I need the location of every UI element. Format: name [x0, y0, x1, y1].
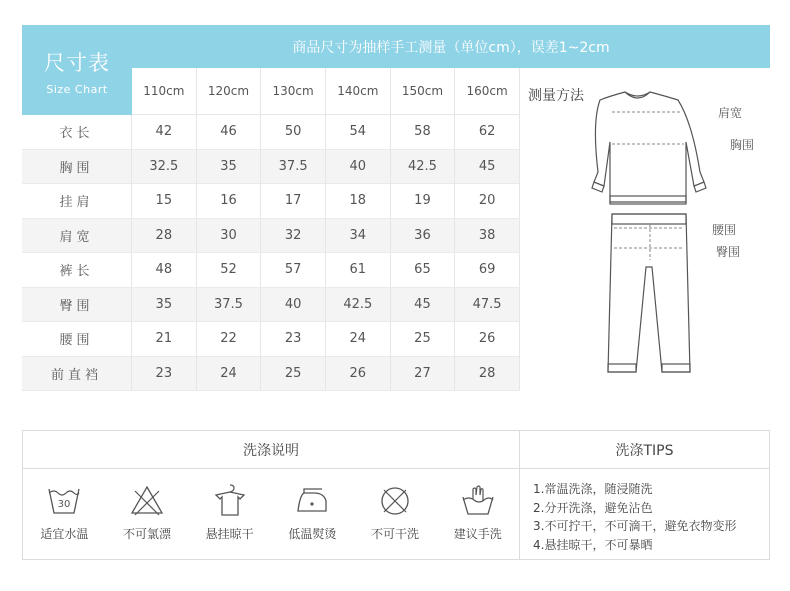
tip-line: 3.不可拧干，不可滴干，避免衣物变形	[533, 519, 737, 533]
measurement-note: 商品尺寸为抽样手工测量（单位cm），误差1~2cm	[132, 25, 770, 68]
table-cell: 34	[326, 219, 391, 253]
washing-instructions	[22, 430, 770, 560]
tip-line: 4.悬挂晾干，不可暴晒	[533, 537, 653, 552]
care-item	[271, 469, 354, 559]
table-cell: 26	[326, 357, 391, 391]
care-item	[23, 469, 106, 559]
washing-tips	[533, 480, 736, 554]
measure-label-waist: 腰围	[712, 223, 737, 237]
measure-label-chest: 胸围	[730, 138, 755, 152]
table-cell: 52	[197, 253, 262, 287]
table-row	[22, 150, 520, 185]
table-row	[22, 253, 520, 288]
table-cell: 19	[391, 184, 456, 218]
care-label: 低温熨烫	[288, 527, 337, 541]
size-column-header: 150cm	[391, 68, 456, 115]
row-label: 臀围	[22, 288, 132, 322]
table-row	[22, 357, 520, 392]
table-cell: 46	[197, 115, 262, 149]
table-cell: 42.5	[391, 150, 456, 184]
svg-text:30: 30	[57, 499, 71, 510]
table-cell: 26	[455, 322, 520, 356]
table-cell: 18	[326, 184, 391, 218]
table-cell: 69	[455, 253, 520, 287]
table-cell: 28	[132, 219, 197, 253]
row-label: 腰围	[22, 322, 132, 356]
table-cell: 38	[455, 219, 520, 253]
table-row	[22, 219, 520, 254]
care-label: 悬挂晾干	[205, 527, 254, 541]
table-cell: 20	[455, 184, 520, 218]
washing-title: 洗涤说明	[23, 431, 520, 468]
washing-tips-title: 洗涤TIPS	[615, 442, 674, 459]
row-label: 挂肩	[22, 184, 132, 218]
washing-icons	[23, 469, 520, 559]
size-chart-title-en: Size Chart	[46, 83, 108, 96]
table-row	[22, 115, 520, 150]
table-cell: 42.5	[326, 288, 391, 322]
table-cell: 21	[132, 322, 197, 356]
table-cell: 54	[326, 115, 391, 149]
tip-line: 1.常温洗涤，随浸随洗	[533, 482, 653, 496]
row-label: 裤长	[22, 253, 132, 287]
table-cell: 45	[455, 150, 520, 184]
care-label: 不可氯漂	[123, 527, 172, 541]
table-cell: 28	[455, 357, 520, 391]
size-column-header: 130cm	[261, 68, 326, 115]
row-label: 肩宽	[22, 219, 132, 253]
hand-wash-icon	[460, 483, 496, 517]
garment-diagram	[570, 82, 730, 392]
size-column-header: 160cm	[455, 68, 520, 115]
tip-line: 2.分开洗涤，避免沾色	[533, 500, 653, 515]
table-cell: 57	[261, 253, 326, 287]
table-cell: 25	[261, 357, 326, 391]
measure-method-title: 测量方法	[528, 88, 584, 104]
hang-dry-icon	[212, 483, 248, 517]
table-cell: 61	[326, 253, 391, 287]
table-cell: 58	[391, 115, 456, 149]
measure-label-hip: 臀围	[716, 245, 741, 259]
no-bleach-icon	[129, 483, 165, 517]
table-cell: 32.5	[132, 150, 197, 184]
size-table-body	[22, 115, 520, 391]
row-label: 前直裆	[22, 357, 132, 391]
table-cell: 40	[326, 150, 391, 184]
table-cell: 35	[197, 150, 262, 184]
table-row	[22, 184, 520, 219]
size-chart-title	[22, 25, 132, 115]
table-cell: 45	[391, 288, 456, 322]
table-cell: 37.5	[261, 150, 326, 184]
table-cell: 16	[197, 184, 262, 218]
care-item	[436, 469, 519, 559]
table-cell: 22	[197, 322, 262, 356]
care-label: 适宜水温	[40, 527, 89, 541]
table-cell: 23	[132, 357, 197, 391]
measure-label-shoulder: 肩宽	[718, 106, 743, 120]
size-columns	[132, 68, 520, 115]
no-dry-clean-icon	[377, 483, 413, 517]
low-iron-icon	[294, 483, 330, 517]
table-cell: 23	[261, 322, 326, 356]
table-row	[22, 288, 520, 323]
table-cell: 24	[197, 357, 262, 391]
size-column-header: 120cm	[197, 68, 262, 115]
table-cell: 48	[132, 253, 197, 287]
care-item	[106, 469, 189, 559]
table-cell: 32	[261, 219, 326, 253]
size-column-header: 110cm	[132, 68, 197, 115]
table-cell: 27	[391, 357, 456, 391]
wash-30-icon	[46, 483, 82, 517]
care-label: 建议手洗	[453, 527, 502, 541]
table-cell: 17	[261, 184, 326, 218]
table-cell: 36	[391, 219, 456, 253]
table-cell: 15	[132, 184, 197, 218]
table-cell: 65	[391, 253, 456, 287]
table-row	[22, 322, 520, 357]
table-cell: 25	[391, 322, 456, 356]
table-cell: 30	[197, 219, 262, 253]
care-label: 不可干洗	[371, 527, 420, 541]
washing-header	[23, 431, 769, 469]
table-cell: 40	[261, 288, 326, 322]
size-chart-title-zh: 尺寸表	[44, 51, 110, 75]
table-cell: 35	[132, 288, 197, 322]
table-cell: 24	[326, 322, 391, 356]
care-item	[354, 469, 437, 559]
row-label: 衣长	[22, 115, 132, 149]
size-column-header: 140cm	[326, 68, 391, 115]
care-item	[188, 469, 271, 559]
table-cell: 50	[261, 115, 326, 149]
table-cell: 42	[132, 115, 197, 149]
table-cell: 47.5	[455, 288, 520, 322]
row-label: 胸围	[22, 150, 132, 184]
table-cell: 62	[455, 115, 520, 149]
table-cell: 37.5	[197, 288, 262, 322]
